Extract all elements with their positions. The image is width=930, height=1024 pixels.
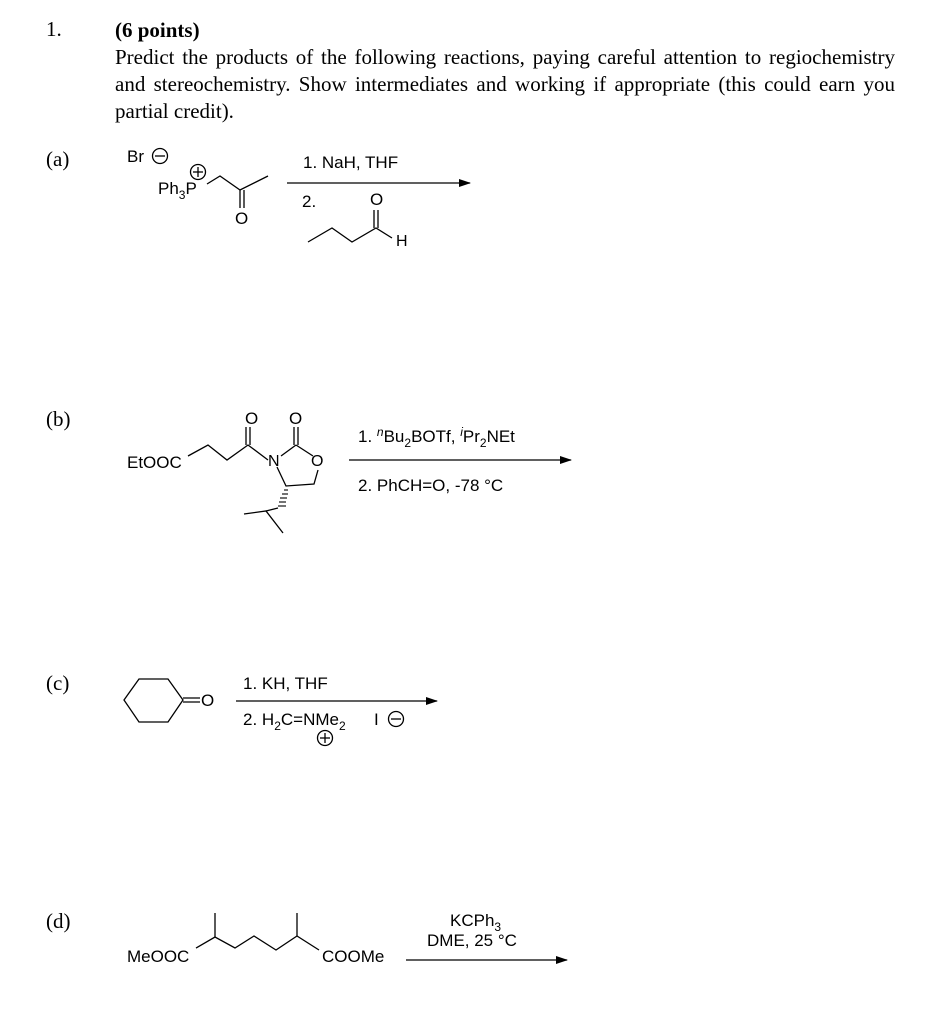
iodide-label: I bbox=[374, 710, 379, 729]
phosphonium-label: $Ph_3P$ bbox=[158, 179, 197, 202]
reaction-c bbox=[124, 674, 437, 746]
reagent-c-2: 2. $H_2C=NMe_2$ bbox=[243, 710, 346, 733]
hashed-bond bbox=[278, 490, 288, 506]
part-b-label: (b) bbox=[46, 407, 71, 431]
acyl-oxygen: O bbox=[245, 409, 259, 428]
reagent-a-2: 2. bbox=[302, 192, 317, 211]
ring-carbonyl-oxygen: O bbox=[289, 409, 303, 428]
part-a-label: (a) bbox=[46, 147, 70, 171]
reagent-a-1: 1. NaH, THF bbox=[303, 153, 399, 172]
ester-label: EtOOC bbox=[127, 453, 182, 472]
oxazolidinone-oxygen: O bbox=[311, 453, 324, 470]
part-c-label: (c) bbox=[46, 671, 70, 695]
reaction-d bbox=[127, 911, 567, 966]
reagent-b-1: 1. $^nBu_2BOTf$, $^iPr_2NEt$ bbox=[358, 425, 515, 450]
left-ester-label: MeOOC bbox=[127, 947, 190, 966]
question-number: 1. bbox=[46, 17, 62, 41]
ketone-oxygen: O bbox=[235, 209, 249, 228]
aldehyde-oxygen: O bbox=[370, 190, 384, 209]
reagent-b-2: 2. PhCH=O, -78 °C bbox=[358, 476, 504, 495]
right-ester-label: COOMe bbox=[322, 947, 385, 966]
cyclohexane-ring bbox=[124, 679, 183, 722]
reagent-c-1: 1. KH, THF bbox=[243, 674, 328, 693]
bromide-label: Br bbox=[127, 147, 144, 166]
part-d-label: (d) bbox=[46, 909, 71, 933]
aldehyde-hydrogen: H bbox=[396, 233, 408, 250]
question-points: (6 points) bbox=[115, 18, 200, 42]
reagent-d-1: KCPh$_3$ bbox=[450, 911, 502, 934]
reagent-d-2: DME, 25 °C bbox=[427, 931, 517, 950]
oxazolidinone-nitrogen: N bbox=[268, 453, 280, 470]
question-prompt: Predict the products of the following reactions, paying careful attention to regiochemistry and stereochemistry. Show intermediates and working if appropriate (this could earn you partial credit). bbox=[115, 45, 895, 123]
ketone-oxygen-c: O bbox=[201, 691, 215, 710]
reaction-b bbox=[127, 409, 571, 533]
reaction-a bbox=[127, 147, 470, 250]
